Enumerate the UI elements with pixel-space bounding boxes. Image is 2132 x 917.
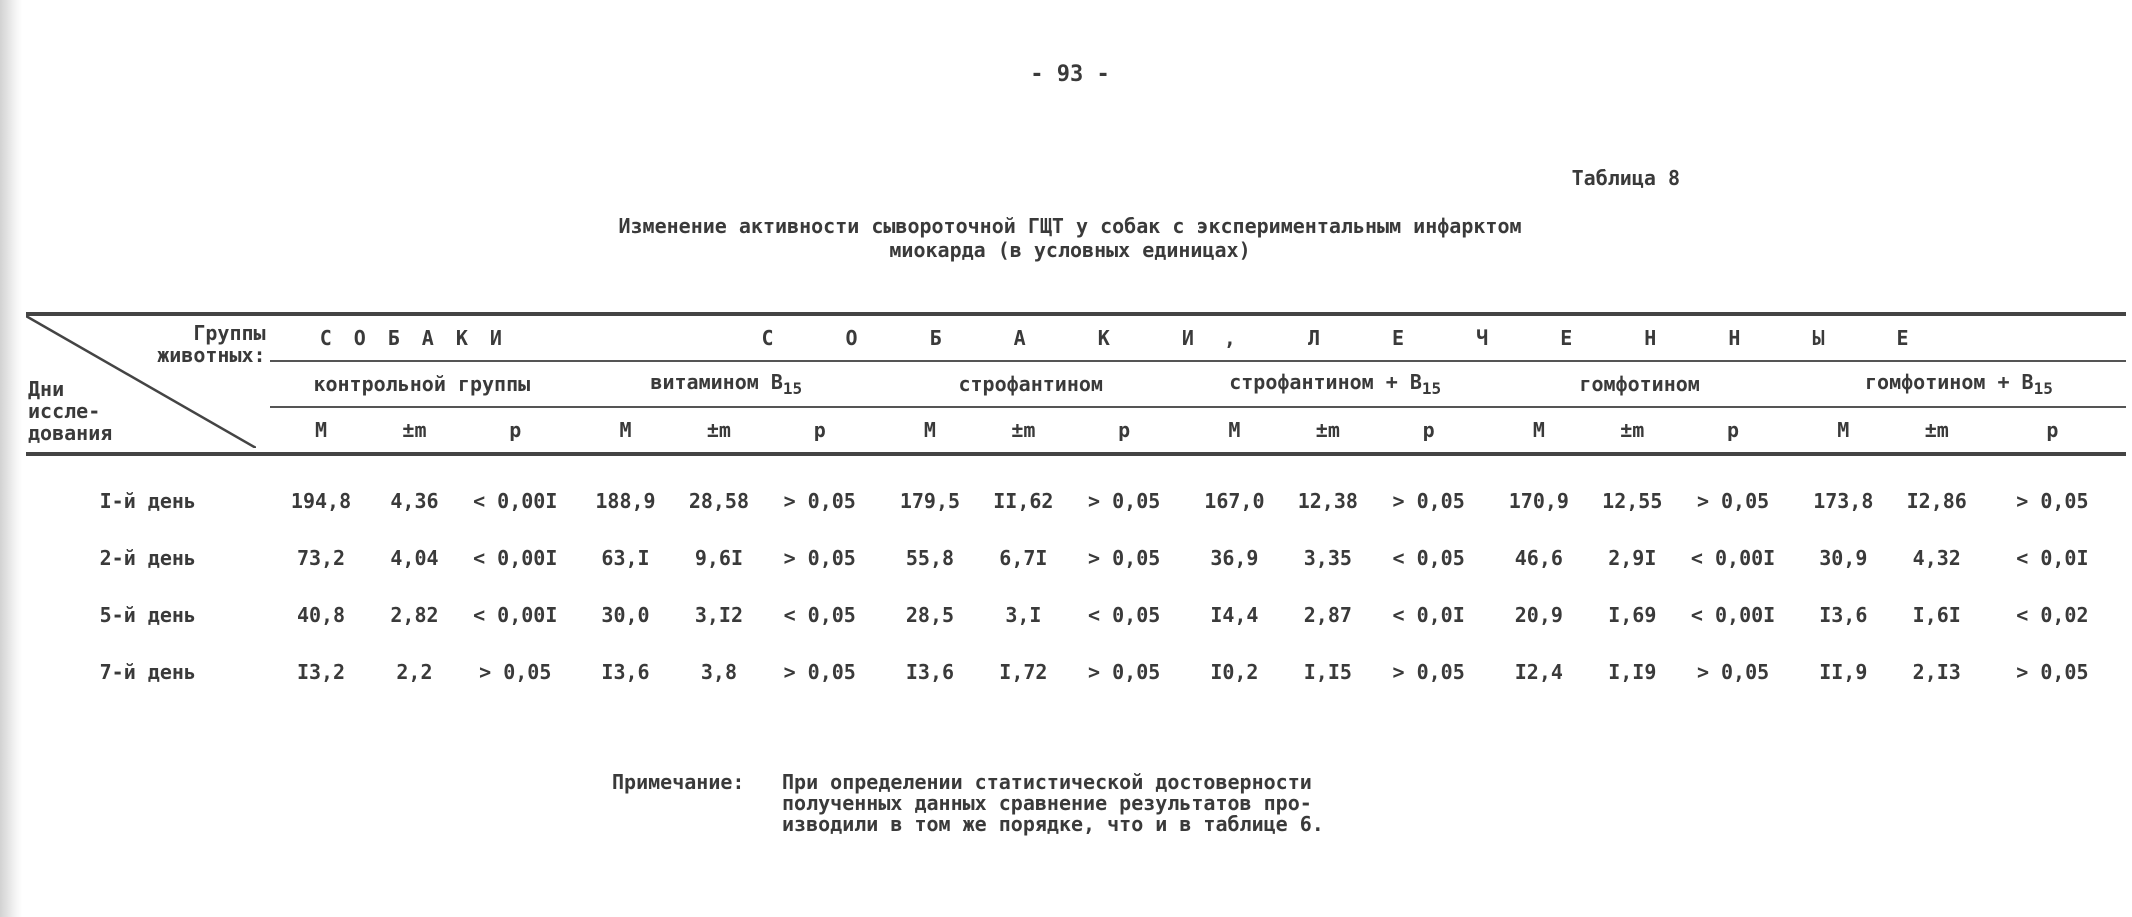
value-cell: 12,38 [1297, 488, 1358, 513]
value-cell: 170,9 [1508, 488, 1569, 513]
value-cell: 179,5 [899, 488, 961, 513]
value-cell: 2,82 [390, 602, 439, 627]
value-cell: 55,8 [905, 545, 955, 570]
stat-header-pm-m: ±m [677, 407, 761, 454]
stat-header-p: p [1370, 407, 1488, 454]
value-cell: I3,2 [296, 659, 346, 684]
value-cell: 6,7I [999, 545, 1048, 570]
stat-header-p: p [456, 407, 574, 454]
value-cell: < 0,05 [1392, 545, 1465, 570]
stat-header-m: М [879, 407, 982, 454]
value-cell: < 0,02 [2016, 602, 2089, 627]
stat-header-m: М [1183, 407, 1286, 454]
value-cell: 4,36 [390, 488, 439, 513]
value-cell: 167,0 [1204, 488, 1265, 513]
page-number: - 93 - [1030, 62, 1110, 87]
value-cell: 4,04 [390, 545, 439, 570]
value-cell: < 0,05 [1088, 602, 1161, 627]
days-label-line-2: иссле- [28, 399, 101, 423]
value-cell: 2,I3 [1912, 659, 1961, 684]
stat-header-pm-m: ±m [981, 407, 1065, 454]
value-cell: I3,6 [1819, 602, 1868, 627]
value-cell: < 0,00I [473, 545, 558, 570]
treatment-header-vitamin-b15: витамином $B_{15}$ [574, 361, 878, 407]
value-cell: 2,87 [1303, 602, 1352, 627]
value-cell: 36,9 [1210, 545, 1259, 570]
value-cell: I,6I [1912, 602, 1961, 627]
value-cell: < 0,00I [1690, 545, 1776, 570]
value-cell: 30,0 [601, 602, 650, 627]
table-title-line-2: миокарда (в условных единицах) [889, 238, 1251, 262]
days-label-line-1: Дни [28, 377, 65, 401]
stat-header-pm-m: ±m [1895, 407, 1979, 454]
groups-label-line-1: Группы [193, 321, 266, 345]
value-cell: 2,9I [1608, 545, 1657, 570]
value-cell: I2,86 [1906, 488, 1967, 513]
value-cell: 28,58 [688, 488, 750, 513]
stat-header-pm-m: ±m [372, 407, 456, 454]
groups-label [157, 322, 265, 366]
table-row-day-1 [26, 454, 2126, 529]
value-cell: > 0,05 [1088, 545, 1161, 570]
value-cell: 30,9 [1819, 545, 1868, 570]
stat-header-m: М [574, 407, 677, 454]
value-cell: 194,8 [290, 488, 352, 513]
value-cell: 2,2 [396, 659, 433, 684]
value-cell: 4,32 [1912, 545, 1961, 570]
value-cell: 3,I2 [694, 602, 744, 627]
value-cell: 173,8 [1813, 488, 1874, 513]
value-cell: > 0,05 [783, 488, 856, 513]
value-cell: < 0,0I [2016, 545, 2089, 570]
value-cell: I,72 [999, 659, 1048, 684]
page-edge-shadow [0, 0, 22, 917]
stat-header-p: p [1674, 407, 1792, 454]
stat-header-m: М [1487, 407, 1590, 454]
value-cell: I0,2 [1210, 659, 1259, 684]
value-cell: > 0,05 [1696, 659, 1770, 684]
treatment-header-strophanthin: строфантином [879, 361, 1183, 407]
groups-label-line-2: животных: [157, 343, 266, 367]
table-title-line-1: Изменение активности сывороточной ГЩТ у собак с экспериментальным инфарктом [618, 214, 1522, 238]
value-cell: > 0,05 [1392, 488, 1465, 513]
value-cell: I3,6 [905, 659, 955, 684]
data-table [26, 312, 2126, 700]
value-cell: 40,8 [296, 602, 346, 627]
stat-header-p: p [761, 407, 879, 454]
table-row-day-2 [26, 529, 2126, 586]
value-cell: I,69 [1608, 602, 1657, 627]
value-cell: 28,5 [905, 602, 955, 627]
value-cell: < 0,0I [1392, 602, 1465, 627]
value-cell: 9,6I [694, 545, 744, 570]
value-cell: > 0,05 [783, 659, 856, 684]
day-label: 2-й день [99, 545, 196, 570]
value-cell: 3,35 [1303, 545, 1352, 570]
stat-header-p: p [1065, 407, 1183, 454]
value-cell: < 0,00I [473, 602, 558, 627]
value-cell: > 0,05 [2016, 488, 2089, 513]
value-cell: 73,2 [296, 545, 346, 570]
day-label: 7-й день [99, 659, 196, 684]
note-line-3: изводили в том же порядке, что и в таблице 6. [782, 812, 1324, 836]
value-cell: 46,6 [1514, 545, 1563, 570]
day-label: I-й день [99, 488, 196, 513]
value-cell: II,9 [1819, 659, 1868, 684]
value-cell: I,I9 [1608, 659, 1657, 684]
days-label [28, 378, 112, 444]
stat-header-pm-m: ±m [1286, 407, 1370, 454]
value-cell: 63,I [601, 545, 650, 570]
value-cell: 12,55 [1602, 488, 1663, 513]
value-cell: < 0,05 [783, 602, 856, 627]
value-cell: > 0,05 [1392, 659, 1465, 684]
value-cell: I3,6 [601, 659, 650, 684]
stat-header-p: p [1979, 407, 2126, 454]
value-cell: 20,9 [1514, 602, 1563, 627]
treatment-header-strophanthin-b15: строфантином + $B_{15}$ [1183, 361, 1487, 407]
stat-header-m: М [1792, 407, 1895, 454]
note-label: Примечание: [612, 770, 745, 794]
value-cell: > 0,05 [1088, 488, 1161, 513]
value-cell: > 0,05 [2016, 659, 2089, 684]
note-line-1: При определении статистической достоверности [782, 770, 1312, 794]
value-cell: 3,I [1005, 602, 1042, 627]
note-line-2: полученных данных сравнение результатов про- [782, 791, 1312, 815]
note-text [782, 772, 1324, 835]
treatment-header-gomphotin: гомфотином [1487, 361, 1791, 407]
header-corner-cell [26, 314, 270, 454]
value-cell: I2,4 [1514, 659, 1563, 684]
treated-group-header: С О Б А К И, Л Е Ч Е Н Н Ы Е [574, 314, 2126, 361]
value-cell: > 0,05 [1088, 659, 1161, 684]
value-cell: > 0,05 [479, 659, 552, 684]
day-label: 5-й день [99, 602, 196, 627]
value-cell: I,I5 [1303, 659, 1352, 684]
value-cell: II,62 [993, 488, 1054, 513]
control-group-subheader: контрольной группы [270, 361, 574, 407]
value-cell: < 0,00I [473, 488, 558, 513]
value-cell: I4,4 [1210, 602, 1259, 627]
table-row-day-5 [26, 586, 2126, 643]
value-cell: < 0,00I [1690, 602, 1776, 627]
days-label-line-3: дования [28, 421, 113, 445]
table-row-day-7 [26, 643, 2126, 700]
value-cell: > 0,05 [1696, 488, 1770, 513]
treatment-header-gomphotin-b15: гомфотином + $B_{15}$ [1792, 361, 2126, 407]
stat-header-m: М [270, 407, 373, 454]
stat-header-pm-m: ±m [1590, 407, 1674, 454]
table-label: Таблица 8 [1571, 166, 1680, 190]
table-title [380, 214, 1760, 262]
value-cell: 3,8 [700, 659, 737, 684]
value-cell: 188,9 [595, 488, 656, 513]
control-group-header: СОБАКИ [270, 314, 574, 361]
value-cell: > 0,05 [783, 545, 856, 570]
